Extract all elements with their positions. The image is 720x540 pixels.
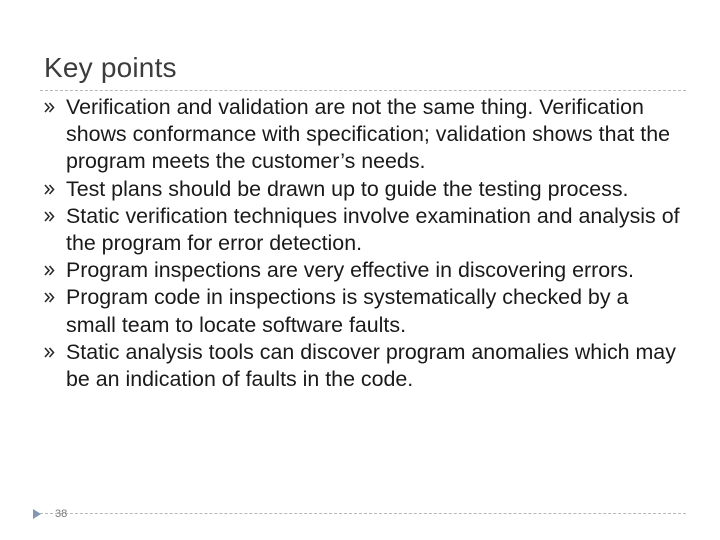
chevron-bullet-icon <box>44 265 55 276</box>
triangle-right-icon <box>31 508 43 520</box>
chevron-bullet-icon <box>44 102 55 113</box>
bullet-item <box>44 203 684 257</box>
bullet-item <box>44 284 684 338</box>
chevron-bullet-icon <box>44 347 55 358</box>
bullet-text: Test plans should be drawn up to guide the testing process. <box>66 176 629 201</box>
page-number: 38 <box>55 508 68 520</box>
bullet-item <box>44 257 684 284</box>
chevron-bullet-icon <box>44 211 55 222</box>
bullet-text: Program code in inspections is systematically checked by a small team to locate software faults. <box>66 285 629 337</box>
slide-title: Key points <box>44 52 177 83</box>
bullet-text: Verification and validation are not the same thing. Verification shows conformance with specification; validation shows that the program meets the customer’s needs. <box>66 95 671 174</box>
bullet-text: Static analysis tools can discover program anomalies which may be an indication of faults in the code. <box>66 339 676 392</box>
title-divider <box>40 90 686 91</box>
bullet-list <box>44 94 684 393</box>
bullet-item <box>44 94 684 176</box>
bullet-item <box>44 339 684 393</box>
bullet-item <box>44 176 684 203</box>
footer-divider <box>40 513 686 514</box>
bullet-text: Static verification techniques involve examination and analysis of the program for error detection. <box>66 203 680 256</box>
chevron-bullet-icon <box>44 184 55 195</box>
bullet-text: Program inspections are very effective in discovering errors. <box>66 258 634 283</box>
chevron-bullet-icon <box>44 292 55 303</box>
